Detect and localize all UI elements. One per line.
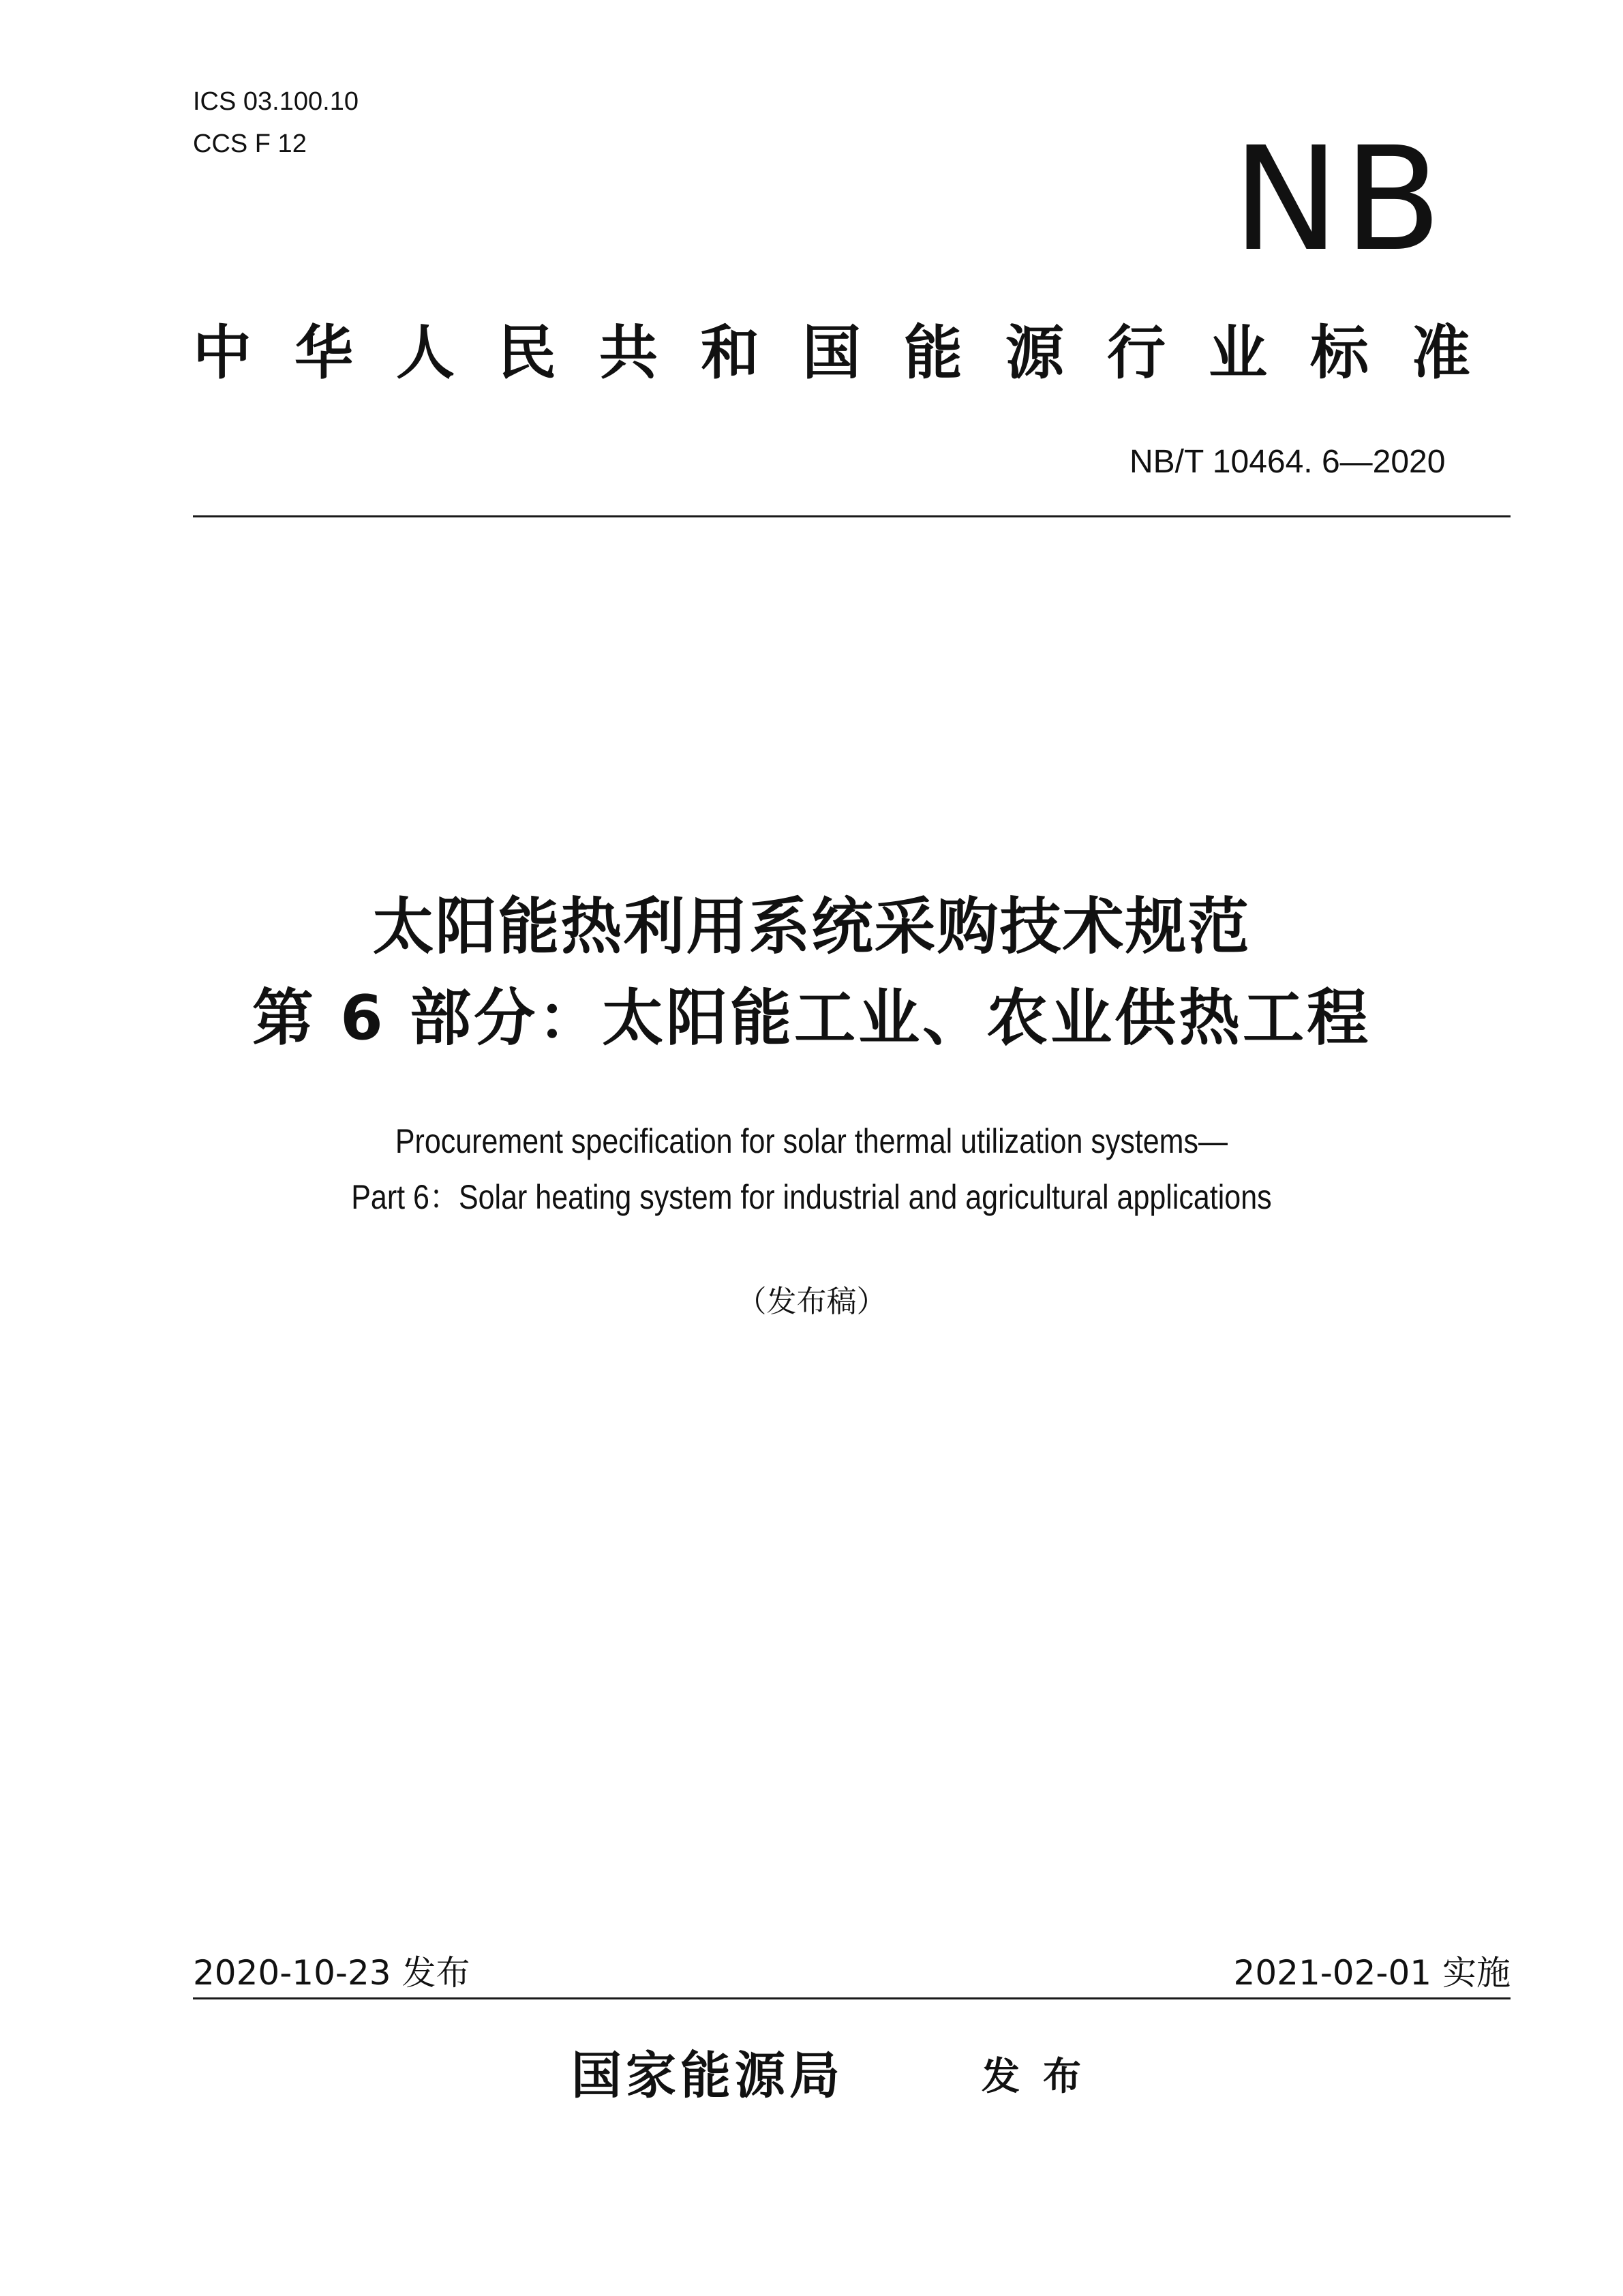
issue-word: 发布 xyxy=(982,2055,1104,2099)
title-en-line-1: Procurement specification for solar thermal utilization systems— xyxy=(395,1122,1228,1160)
title-cn-line-1: 太阳能热利用系统采购技术规范 xyxy=(372,891,1251,963)
footer-divider xyxy=(193,1997,1511,1999)
standard-code: NB/T 10464. 6—2020 xyxy=(1129,444,1446,480)
title-en-line-2: Part 6：Solar heating system for industrial and agricultural applications xyxy=(351,1178,1272,1216)
classification-block xyxy=(193,80,359,165)
header-divider xyxy=(193,515,1511,517)
draft-note: （发布稿） xyxy=(736,1284,887,1319)
ccs-code: CCS F 12 xyxy=(193,130,307,158)
issuer-name: 国家能源局 xyxy=(571,2046,844,2105)
industry-standard-title: 中华人民共和国能源行业标准 xyxy=(193,319,1513,387)
ics-code: ICS 03.100.10 xyxy=(193,87,359,116)
publish-date: 2020-10-23 发布 xyxy=(193,1953,470,1993)
implement-date: 2021-02-01 实施 xyxy=(1233,1953,1511,1993)
title-cn-line-2: 第 6 部分：太阳能工业、农业供热工程 xyxy=(252,982,1371,1054)
nb-logo: NB xyxy=(1232,116,1446,283)
